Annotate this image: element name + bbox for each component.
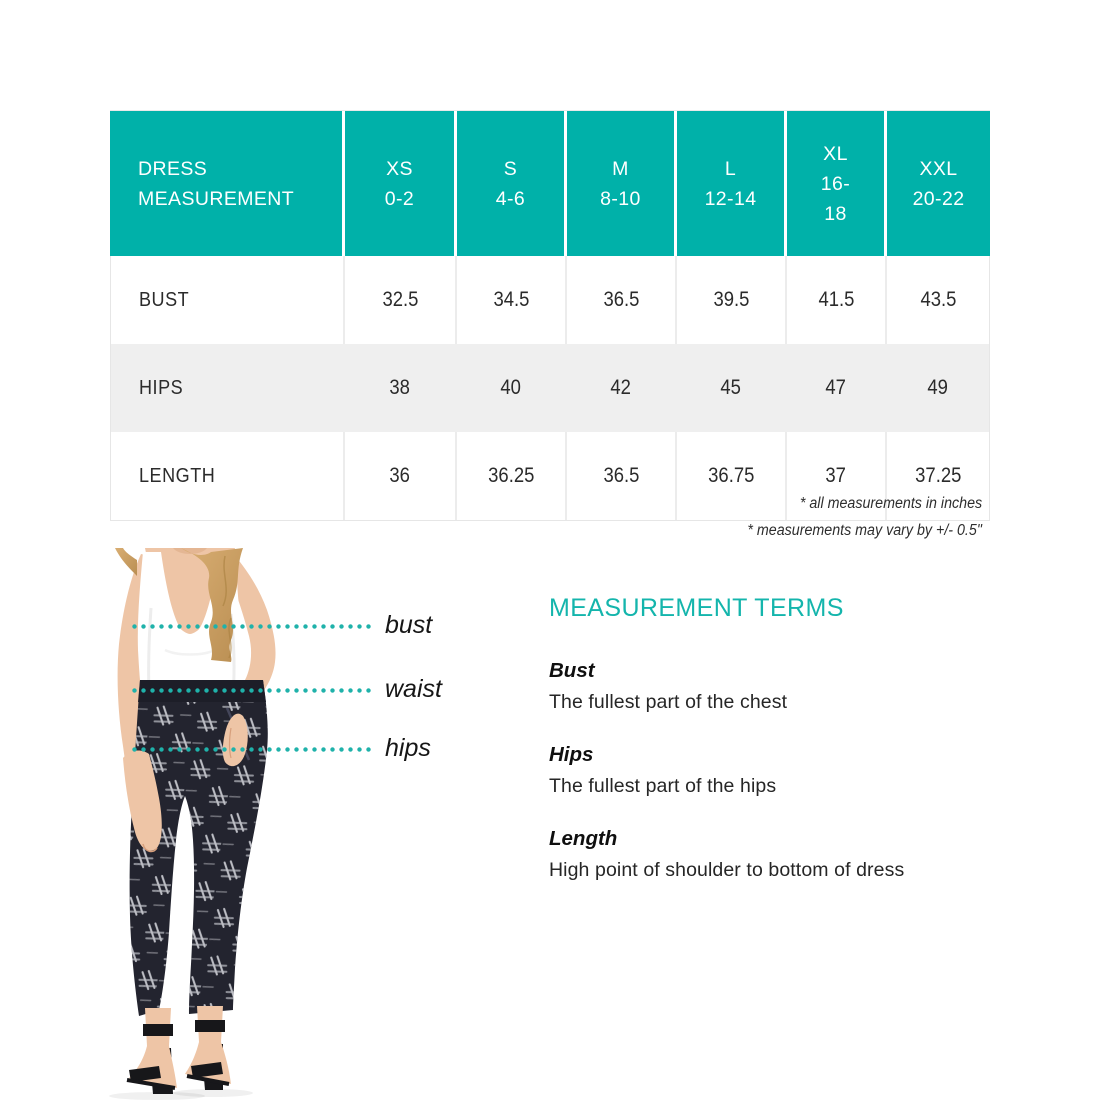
header-cell-s <box>457 111 567 256</box>
size-range: 0-2 <box>384 187 415 210</box>
model-illustration <box>85 548 385 1100</box>
cell-value: 34.5 <box>493 288 529 311</box>
table-cell <box>787 256 887 344</box>
bust-label: bust <box>385 611 433 639</box>
cell-value: 39.5 <box>713 288 749 311</box>
row-label: HIPS <box>139 376 184 399</box>
cell-value: 36.75 <box>707 464 755 487</box>
table-cell <box>677 432 787 520</box>
cell-value: 42 <box>610 376 632 399</box>
term-name: Length <box>549 827 618 850</box>
bust-dotted-line <box>130 624 374 629</box>
footnote-variance: * measurements may vary by +/- 0.5" <box>747 522 982 539</box>
cell-value: 36.5 <box>603 288 639 311</box>
header-cell-dress-measurement <box>110 111 345 256</box>
table-cell <box>457 432 567 520</box>
term-name: Hips <box>549 743 594 766</box>
size-name: S <box>503 157 518 180</box>
size-range: 12-14 <box>704 187 757 210</box>
row-label: LENGTH <box>139 464 216 487</box>
table-cell <box>677 256 787 344</box>
cell-value: 40 <box>500 376 522 399</box>
term-definition: High point of shoulder to bottom of dress <box>549 859 905 881</box>
size-table <box>110 110 990 539</box>
size-range: 16-18 <box>820 172 851 225</box>
header-cell-xs <box>345 111 457 256</box>
header-cell-l <box>677 111 787 256</box>
cell-value: 45 <box>720 376 742 399</box>
cell-value: 41.5 <box>818 288 854 311</box>
hips-label: hips <box>385 734 431 762</box>
cell-value: 36 <box>389 464 411 487</box>
table-cell <box>345 432 457 520</box>
term-item-length <box>549 827 1029 882</box>
table-cell <box>887 256 989 344</box>
size-range: 8-10 <box>600 187 641 210</box>
cell-value: 47 <box>825 376 847 399</box>
hips-dotted-line <box>130 747 374 752</box>
floor-shadow <box>109 1089 253 1100</box>
header-label: DRESS MEASUREMENT <box>138 157 295 210</box>
size-table-header <box>110 110 990 256</box>
term-definition: The fullest part of the hips <box>549 775 777 797</box>
table-row-hips <box>111 344 989 432</box>
model-photo <box>85 548 385 1100</box>
table-cell <box>787 344 887 432</box>
table-cell <box>345 256 457 344</box>
feet-and-shoes <box>127 1006 231 1094</box>
term-definition: The fullest part of the chest <box>549 691 788 713</box>
cell-value: 36.5 <box>603 464 639 487</box>
size-range: 4-6 <box>495 187 526 210</box>
table-row-bust <box>111 256 989 344</box>
cell-value: 43.5 <box>920 288 956 311</box>
cell-value: 38 <box>389 376 411 399</box>
table-cell <box>677 344 787 432</box>
footnote-inches: * all measurements in inches <box>799 495 982 512</box>
measurement-terms-section <box>549 594 1029 911</box>
table-cell <box>457 344 567 432</box>
cell-value: 49 <box>927 376 949 399</box>
term-item-hips <box>549 743 1029 798</box>
header-cell-xxl <box>887 111 990 256</box>
row-label-cell <box>111 432 345 520</box>
table-cell <box>567 256 677 344</box>
size-name: XXL <box>919 157 958 180</box>
table-cell <box>887 344 989 432</box>
term-item-bust <box>549 659 1029 714</box>
waist-dotted-line <box>130 688 374 693</box>
size-name: XL <box>823 142 848 165</box>
measurement-terms-title: MEASUREMENT TERMS <box>549 594 844 622</box>
size-name: XS <box>386 157 413 180</box>
row-label-cell <box>111 344 345 432</box>
cell-value: 32.5 <box>382 288 418 311</box>
size-range: 20-22 <box>912 187 965 210</box>
cell-value: 37 <box>825 464 847 487</box>
cell-value: 37.25 <box>914 464 962 487</box>
table-cell <box>457 256 567 344</box>
table-cell <box>567 432 677 520</box>
table-cell <box>345 344 457 432</box>
row-label: BUST <box>139 288 190 311</box>
table-cell <box>567 344 677 432</box>
term-name: Bust <box>549 659 595 682</box>
header-cell-m <box>567 111 677 256</box>
size-name: M <box>612 157 629 180</box>
size-name: L <box>724 157 737 180</box>
size-table-body <box>110 256 990 521</box>
cell-value: 36.25 <box>487 464 535 487</box>
row-label-cell <box>111 256 345 344</box>
header-cell-xl <box>787 111 887 256</box>
waist-label: waist <box>385 675 442 703</box>
